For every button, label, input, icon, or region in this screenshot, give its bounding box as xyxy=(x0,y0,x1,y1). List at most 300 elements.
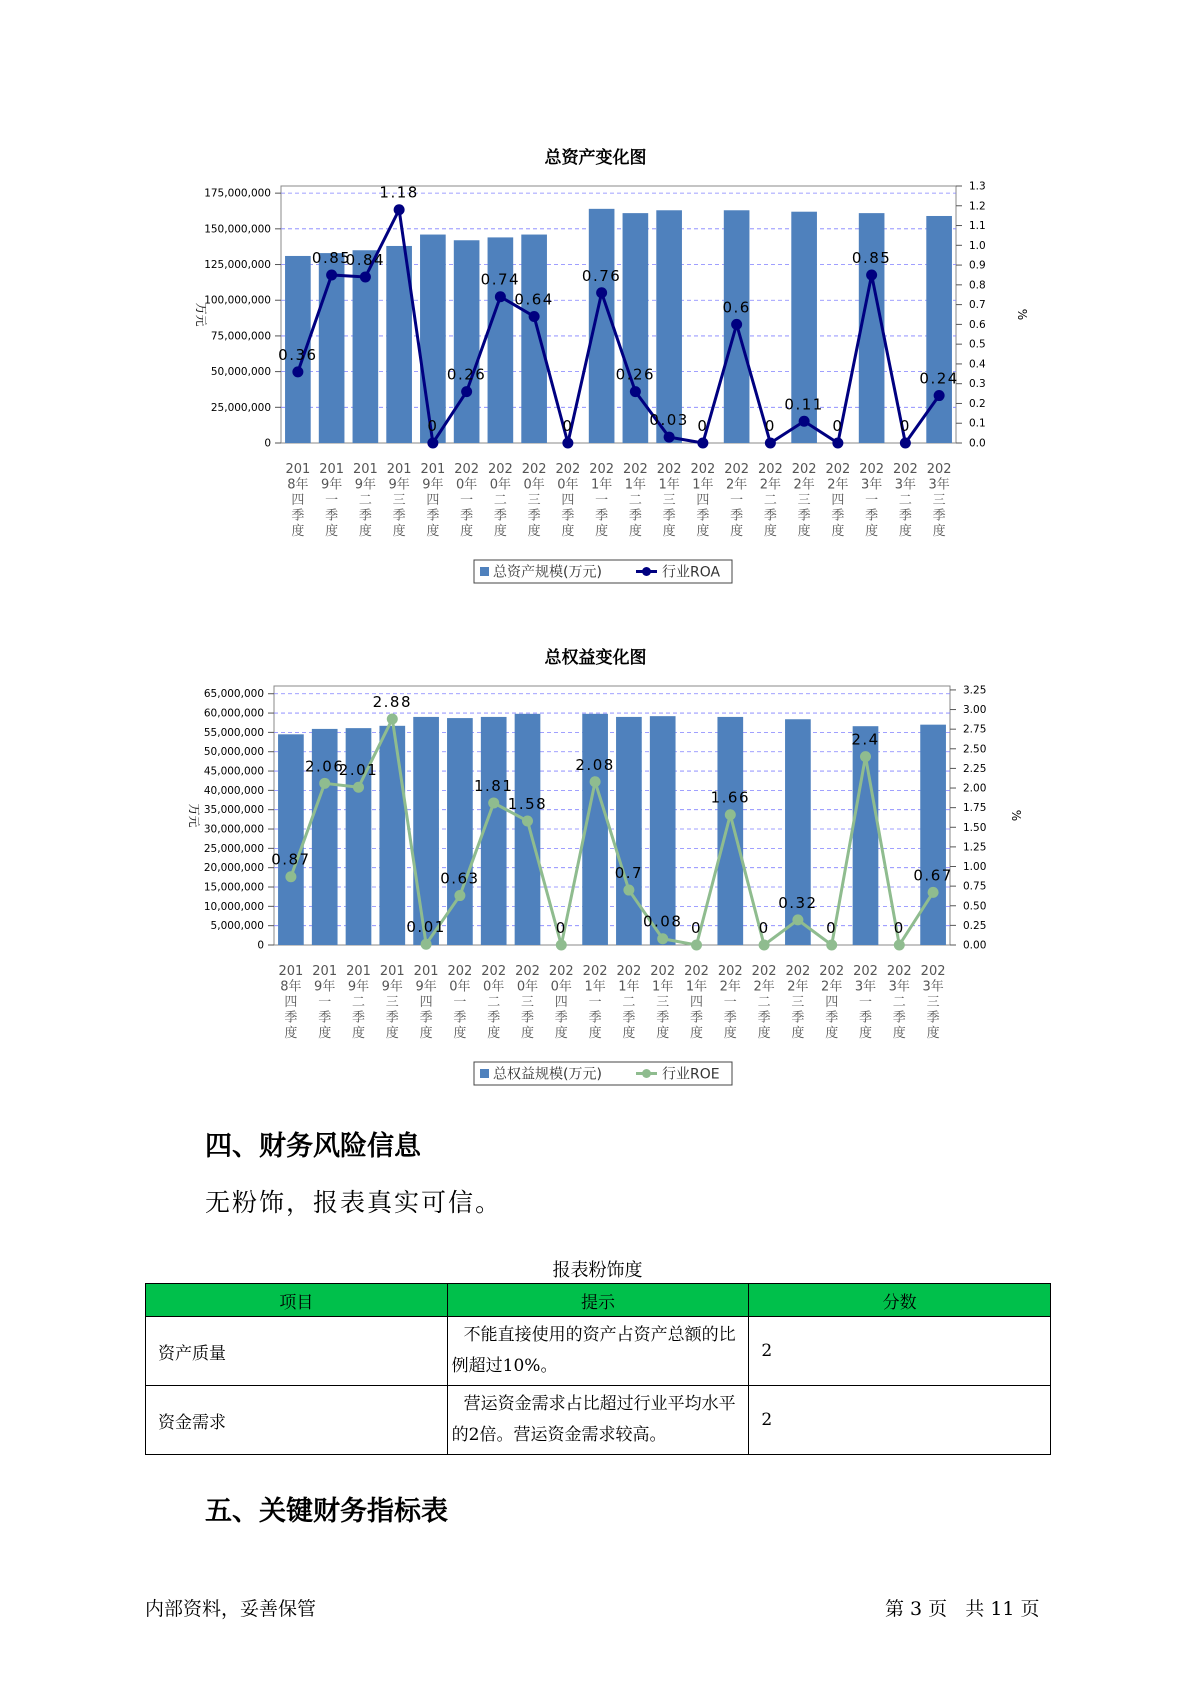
svg-text:1年: 1年 xyxy=(624,477,647,493)
svg-text:202: 202 xyxy=(859,462,885,477)
data-label: 0.84 xyxy=(345,250,386,269)
svg-text:三: 三 xyxy=(662,493,676,508)
line-point xyxy=(562,438,573,449)
svg-text:201: 201 xyxy=(285,462,311,477)
x-tick-label xyxy=(420,462,445,539)
footer-page-number: 第 3 页 共 11 页 xyxy=(885,1598,1040,1620)
line-point xyxy=(556,940,567,951)
svg-text:9年: 9年 xyxy=(422,477,444,493)
svg-text:季: 季 xyxy=(831,508,845,524)
svg-text:度: 度 xyxy=(291,524,305,539)
section-5-heading: 五、关键财务指标表 xyxy=(205,1496,448,1527)
y-right-tick-label: 0.9 xyxy=(969,259,986,272)
svg-text:一: 一 xyxy=(730,493,744,508)
svg-text:8年: 8年 xyxy=(287,477,309,493)
bar xyxy=(717,717,743,945)
data-label: 0.26 xyxy=(615,365,656,384)
bar xyxy=(413,717,439,945)
svg-text:度: 度 xyxy=(696,524,710,539)
svg-text:四: 四 xyxy=(689,995,704,1010)
svg-text:季: 季 xyxy=(797,508,811,524)
svg-text:二: 二 xyxy=(757,995,771,1010)
svg-text:度: 度 xyxy=(460,524,474,539)
y-left-tick-label: 25,000,000 xyxy=(210,401,271,414)
row-score: 2 xyxy=(749,1386,1051,1455)
line-point xyxy=(792,914,803,925)
svg-text:一: 一 xyxy=(325,493,339,508)
y-left-tick-label: 30,000,000 xyxy=(203,823,264,836)
svg-text:2年: 2年 xyxy=(793,477,815,493)
svg-text:度: 度 xyxy=(898,524,912,539)
row-score: 2 xyxy=(749,1317,1051,1386)
y-left-tick-label: 55,000,000 xyxy=(203,726,264,739)
table-row xyxy=(146,1317,1051,1386)
x-tick-label xyxy=(522,462,547,539)
data-label: 0.85 xyxy=(311,248,352,267)
svg-text:季: 季 xyxy=(392,508,406,524)
x-tick-label xyxy=(346,964,371,1041)
svg-text:2年: 2年 xyxy=(827,477,849,493)
svg-text:0年: 0年 xyxy=(449,979,471,995)
data-label: 0.7 xyxy=(614,864,644,883)
data-label: 0 xyxy=(697,417,709,435)
svg-text:度: 度 xyxy=(595,524,609,539)
svg-text:202: 202 xyxy=(926,462,952,477)
svg-text:1年: 1年 xyxy=(618,979,640,995)
svg-text:季: 季 xyxy=(318,1010,332,1026)
assets-chart xyxy=(0,140,1191,600)
svg-text:度: 度 xyxy=(932,524,946,539)
row-item: 资产质量 xyxy=(146,1317,448,1386)
y-left-tick-label: 100,000,000 xyxy=(204,294,271,307)
bar xyxy=(278,734,304,945)
data-label: 0.11 xyxy=(784,395,824,414)
line-point xyxy=(900,438,911,449)
data-label: 0 xyxy=(562,417,574,435)
legend-line-marker xyxy=(642,567,651,576)
equity-chart-title: 总权益变化图 xyxy=(544,648,647,668)
equity-chart-svg xyxy=(0,640,1191,1100)
line-point xyxy=(765,438,776,449)
y-right-tick-label: 1.3 xyxy=(969,180,986,193)
data-label: 0.63 xyxy=(440,869,480,888)
svg-text:季: 季 xyxy=(595,508,609,524)
svg-text:二: 二 xyxy=(358,493,372,508)
y-right-tick-label: 0.2 xyxy=(969,397,986,410)
svg-text:202: 202 xyxy=(515,964,540,979)
x-tick-label xyxy=(893,462,918,539)
line-point xyxy=(657,933,668,944)
y-right-tick-label: 0.50 xyxy=(963,900,987,913)
svg-text:度: 度 xyxy=(493,524,507,539)
svg-text:一: 一 xyxy=(453,995,467,1010)
svg-text:202: 202 xyxy=(853,964,878,979)
svg-text:四: 四 xyxy=(426,493,440,508)
y-left-tick-label: 175,000,000 xyxy=(204,187,271,200)
svg-text:二: 二 xyxy=(763,493,777,508)
svg-text:二: 二 xyxy=(487,995,501,1010)
svg-text:3年: 3年 xyxy=(928,477,950,493)
svg-text:季: 季 xyxy=(791,1010,805,1026)
x-tick-label xyxy=(454,462,479,539)
legend xyxy=(474,560,732,583)
y-right-tick-label: 2.25 xyxy=(963,762,987,775)
svg-text:季: 季 xyxy=(696,508,710,524)
svg-text:季: 季 xyxy=(689,1010,704,1026)
line-point xyxy=(292,366,303,377)
y-right-tick-label: 3.00 xyxy=(963,704,987,717)
svg-text:度: 度 xyxy=(926,1026,940,1041)
legend-bar-label: 总权益规模(万元) xyxy=(493,1066,602,1083)
y-right-tick-label: 0.3 xyxy=(969,378,986,391)
svg-text:度: 度 xyxy=(527,524,541,539)
y-left-tick-label: 150,000,000 xyxy=(204,223,271,236)
x-tick-label xyxy=(414,964,439,1041)
x-tick-label xyxy=(447,964,472,1041)
x-tick-label xyxy=(387,462,412,539)
svg-text:三: 三 xyxy=(932,493,946,508)
svg-text:0年: 0年 xyxy=(557,477,579,493)
svg-text:二: 二 xyxy=(351,995,366,1010)
svg-text:3年: 3年 xyxy=(888,979,910,995)
bar xyxy=(623,213,649,443)
svg-text:0年: 0年 xyxy=(489,477,512,493)
svg-text:季: 季 xyxy=(628,508,642,524)
svg-text:202: 202 xyxy=(825,462,851,477)
svg-text:202: 202 xyxy=(920,964,946,979)
legend-line-marker xyxy=(642,1069,651,1078)
svg-text:季: 季 xyxy=(351,1010,366,1026)
x-tick-label xyxy=(859,462,884,539)
row-hint: 不能直接使用的资产占资产总额的比例超过10%。 xyxy=(447,1317,749,1386)
svg-text:2年: 2年 xyxy=(753,979,775,995)
svg-text:202: 202 xyxy=(785,964,811,979)
y-left-axis-title: 万元 xyxy=(187,803,201,828)
svg-text:9年: 9年 xyxy=(415,979,437,995)
data-label: 1.18 xyxy=(379,183,419,202)
svg-text:201: 201 xyxy=(420,462,446,477)
line-point xyxy=(387,713,398,724)
svg-text:季: 季 xyxy=(419,1010,433,1026)
svg-text:三: 三 xyxy=(656,995,670,1010)
data-label: 0 xyxy=(899,417,911,435)
svg-text:202: 202 xyxy=(751,964,777,979)
line-point xyxy=(319,778,330,789)
svg-text:3年: 3年 xyxy=(922,979,944,995)
svg-text:202: 202 xyxy=(684,964,709,979)
svg-text:季: 季 xyxy=(284,1010,298,1026)
svg-text:202: 202 xyxy=(690,462,716,477)
line-point xyxy=(326,269,337,280)
x-tick-label xyxy=(481,964,506,1041)
bar xyxy=(656,210,682,443)
y-right-tick-label: 0.5 xyxy=(969,338,986,351)
table-caption: 报表粉饰度 xyxy=(552,1260,643,1281)
svg-text:四: 四 xyxy=(284,995,298,1010)
data-label: 0.6 xyxy=(722,298,751,317)
line-point xyxy=(596,287,607,298)
data-label: 0.26 xyxy=(446,365,487,384)
svg-text:度: 度 xyxy=(554,1026,568,1041)
svg-text:202: 202 xyxy=(487,462,513,477)
x-tick-label xyxy=(353,462,378,539)
legend-bar-label: 总资产规模(万元) xyxy=(493,564,602,581)
svg-text:201: 201 xyxy=(386,462,412,477)
svg-text:季: 季 xyxy=(730,508,744,524)
svg-text:季: 季 xyxy=(662,508,676,524)
svg-text:度: 度 xyxy=(419,1026,433,1041)
line-point xyxy=(731,319,742,330)
line-point xyxy=(394,204,405,215)
svg-text:202: 202 xyxy=(724,462,750,477)
svg-text:202: 202 xyxy=(650,964,676,979)
y-right-tick-label: 2.50 xyxy=(963,743,987,756)
svg-text:季: 季 xyxy=(291,508,305,524)
svg-text:202: 202 xyxy=(616,964,642,979)
svg-text:3年: 3年 xyxy=(860,477,883,493)
svg-text:度: 度 xyxy=(757,1026,771,1041)
svg-text:二: 二 xyxy=(892,995,906,1010)
x-tick-label xyxy=(853,964,878,1041)
bar xyxy=(420,235,446,443)
svg-text:201: 201 xyxy=(346,964,371,979)
bar xyxy=(521,235,547,443)
svg-text:度: 度 xyxy=(730,524,744,539)
svg-text:度: 度 xyxy=(662,524,676,539)
legend-bar-swatch xyxy=(480,1069,489,1078)
svg-text:0年: 0年 xyxy=(550,979,572,995)
line-point xyxy=(360,271,371,282)
svg-text:201: 201 xyxy=(312,964,338,979)
svg-text:202: 202 xyxy=(819,964,845,979)
data-label: 0 xyxy=(826,919,838,937)
svg-text:四: 四 xyxy=(291,493,305,508)
line-point xyxy=(488,797,499,808)
svg-text:季: 季 xyxy=(460,508,474,524)
x-tick-label xyxy=(583,964,608,1041)
svg-text:四: 四 xyxy=(561,493,575,508)
svg-text:度: 度 xyxy=(656,1026,670,1041)
svg-text:202: 202 xyxy=(555,462,581,477)
svg-text:9年: 9年 xyxy=(388,477,410,493)
x-tick-label xyxy=(488,462,513,539)
y-left-tick-label: 20,000,000 xyxy=(203,862,264,875)
svg-text:202: 202 xyxy=(886,964,912,979)
svg-text:度: 度 xyxy=(892,1026,906,1041)
svg-text:2年: 2年 xyxy=(821,979,843,995)
x-tick-label xyxy=(819,964,844,1041)
svg-text:9年: 9年 xyxy=(381,979,403,995)
y-left-tick-label: 40,000,000 xyxy=(203,784,264,797)
svg-text:度: 度 xyxy=(487,1026,501,1041)
x-tick-label xyxy=(589,462,614,539)
x-tick-label xyxy=(825,462,850,539)
bar xyxy=(859,213,885,443)
data-label: 0 xyxy=(893,919,905,937)
svg-text:度: 度 xyxy=(689,1026,704,1041)
svg-text:三: 三 xyxy=(527,493,541,508)
svg-text:一: 一 xyxy=(318,995,332,1010)
svg-text:1年: 1年 xyxy=(652,979,674,995)
data-label: 0 xyxy=(758,919,770,937)
svg-text:9年: 9年 xyxy=(320,477,343,493)
x-tick-label xyxy=(792,462,817,539)
line-point xyxy=(934,390,945,401)
y-right-axis-title: % xyxy=(1015,308,1029,321)
svg-text:季: 季 xyxy=(825,1010,839,1026)
x-tick-label xyxy=(616,964,641,1041)
data-label: 0 xyxy=(764,417,776,435)
y-left-tick-label: 25,000,000 xyxy=(203,842,264,855)
svg-text:季: 季 xyxy=(520,1010,535,1026)
svg-text:度: 度 xyxy=(325,524,339,539)
line-point xyxy=(664,432,675,443)
svg-text:二: 二 xyxy=(898,493,912,508)
svg-text:度: 度 xyxy=(588,1026,602,1041)
bar xyxy=(650,716,676,945)
svg-text:9年: 9年 xyxy=(347,979,370,995)
x-tick-label xyxy=(785,964,810,1041)
legend xyxy=(474,1062,732,1085)
y-left-tick-label: 75,000,000 xyxy=(210,330,271,343)
svg-text:季: 季 xyxy=(892,1010,906,1026)
svg-text:季: 季 xyxy=(757,1010,771,1026)
x-tick-label xyxy=(887,964,912,1041)
line-point xyxy=(590,776,601,787)
x-tick-label xyxy=(650,964,675,1041)
line-point xyxy=(461,386,472,397)
y-right-tick-label: 2.00 xyxy=(963,782,987,795)
svg-text:季: 季 xyxy=(325,508,339,524)
x-tick-label xyxy=(278,964,303,1041)
data-label: 0.08 xyxy=(642,912,683,931)
svg-text:度: 度 xyxy=(825,1026,839,1041)
y-left-tick-label: 50,000,000 xyxy=(203,746,264,759)
svg-text:四: 四 xyxy=(825,995,839,1010)
data-label: 0.03 xyxy=(649,411,689,430)
svg-text:一: 一 xyxy=(588,995,602,1010)
line-point xyxy=(495,291,506,302)
svg-text:季: 季 xyxy=(932,508,946,524)
svg-text:202: 202 xyxy=(582,964,608,979)
y-left-tick-label: 65,000,000 xyxy=(203,688,264,701)
y-right-tick-label: 0.0 xyxy=(969,437,986,450)
x-tick-label xyxy=(724,462,749,539)
y-left-tick-label: 125,000,000 xyxy=(204,259,271,272)
svg-text:1年: 1年 xyxy=(692,477,714,493)
svg-text:季: 季 xyxy=(656,1010,670,1026)
data-label: 0.67 xyxy=(913,866,953,885)
svg-text:二: 二 xyxy=(622,995,636,1010)
svg-text:三: 三 xyxy=(791,995,805,1010)
svg-text:一: 一 xyxy=(865,493,879,508)
bar xyxy=(920,725,946,945)
svg-text:季: 季 xyxy=(561,508,575,524)
line-point xyxy=(691,940,702,951)
y-right-tick-label: 1.00 xyxy=(963,861,987,874)
svg-text:季: 季 xyxy=(527,508,541,524)
y-right-tick-label: 0.1 xyxy=(969,417,986,430)
svg-text:202: 202 xyxy=(656,462,682,477)
svg-text:8年: 8年 xyxy=(280,979,302,995)
svg-text:202: 202 xyxy=(548,964,574,979)
svg-text:202: 202 xyxy=(717,964,743,979)
x-tick-label xyxy=(515,964,540,1041)
plot-area xyxy=(281,183,959,443)
svg-text:201: 201 xyxy=(278,964,304,979)
x-tick-label xyxy=(312,964,337,1041)
svg-text:三: 三 xyxy=(797,493,811,508)
svg-text:202: 202 xyxy=(589,462,615,477)
y-left-tick-label: 0 xyxy=(257,939,264,952)
x-tick-label xyxy=(718,964,743,1041)
svg-text:三: 三 xyxy=(926,995,940,1010)
svg-text:201: 201 xyxy=(413,964,439,979)
y-left-tick-label: 0 xyxy=(264,437,271,450)
svg-text:度: 度 xyxy=(351,1026,366,1041)
bar xyxy=(454,240,480,443)
section-4-text: 无粉饰，报表真实可信。 xyxy=(205,1188,503,1217)
y-right-tick-label: 1.25 xyxy=(963,841,987,854)
row-hint: 营运资金需求占比超过行业平均水平的2倍。营运资金需求较高。 xyxy=(447,1386,749,1455)
svg-text:四: 四 xyxy=(696,493,710,508)
data-label: 0.36 xyxy=(278,345,318,364)
line-point xyxy=(529,311,540,322)
line-point xyxy=(928,887,939,898)
table-row xyxy=(146,1386,1051,1455)
svg-text:季: 季 xyxy=(493,508,507,524)
svg-text:度: 度 xyxy=(791,1026,805,1041)
y-right-tick-label: 0.7 xyxy=(969,299,986,312)
svg-text:度: 度 xyxy=(358,524,372,539)
svg-text:2年: 2年 xyxy=(725,477,748,493)
svg-text:度: 度 xyxy=(865,524,879,539)
y-right-tick-label: 0.00 xyxy=(963,939,987,952)
bar xyxy=(379,726,405,945)
svg-text:0年: 0年 xyxy=(455,477,478,493)
line-point xyxy=(630,386,641,397)
line-point xyxy=(894,940,905,951)
legend-line-label: 行业ROE xyxy=(662,1066,720,1083)
svg-text:1年: 1年 xyxy=(685,979,708,995)
bar xyxy=(319,253,345,443)
y-right-tick-label: 1.0 xyxy=(969,239,986,252)
data-label: 2.4 xyxy=(851,730,880,749)
line-point xyxy=(421,939,432,950)
line-point xyxy=(353,782,364,793)
line-point xyxy=(866,269,877,280)
legend-line-label: 行业ROA xyxy=(662,564,721,581)
header-score: 分数 xyxy=(749,1284,1051,1317)
y-left-tick-label: 15,000,000 xyxy=(203,881,264,894)
x-tick-label xyxy=(684,964,709,1041)
svg-text:三: 三 xyxy=(392,493,406,508)
data-label: 0.64 xyxy=(514,290,554,309)
svg-text:202: 202 xyxy=(447,964,473,979)
svg-text:202: 202 xyxy=(521,462,547,477)
svg-text:季: 季 xyxy=(358,508,372,524)
svg-text:9年: 9年 xyxy=(354,477,377,493)
data-label: 1.58 xyxy=(507,794,548,813)
svg-text:度: 度 xyxy=(858,1026,873,1041)
svg-text:度: 度 xyxy=(520,1026,535,1041)
y-right-tick-label: 1.1 xyxy=(969,220,986,233)
data-label: 2.08 xyxy=(575,755,615,774)
svg-text:三: 三 xyxy=(520,995,535,1010)
assets-chart-title: 总资产变化图 xyxy=(544,148,647,168)
data-label: 0 xyxy=(690,919,703,937)
data-label: 0.01 xyxy=(406,918,446,937)
